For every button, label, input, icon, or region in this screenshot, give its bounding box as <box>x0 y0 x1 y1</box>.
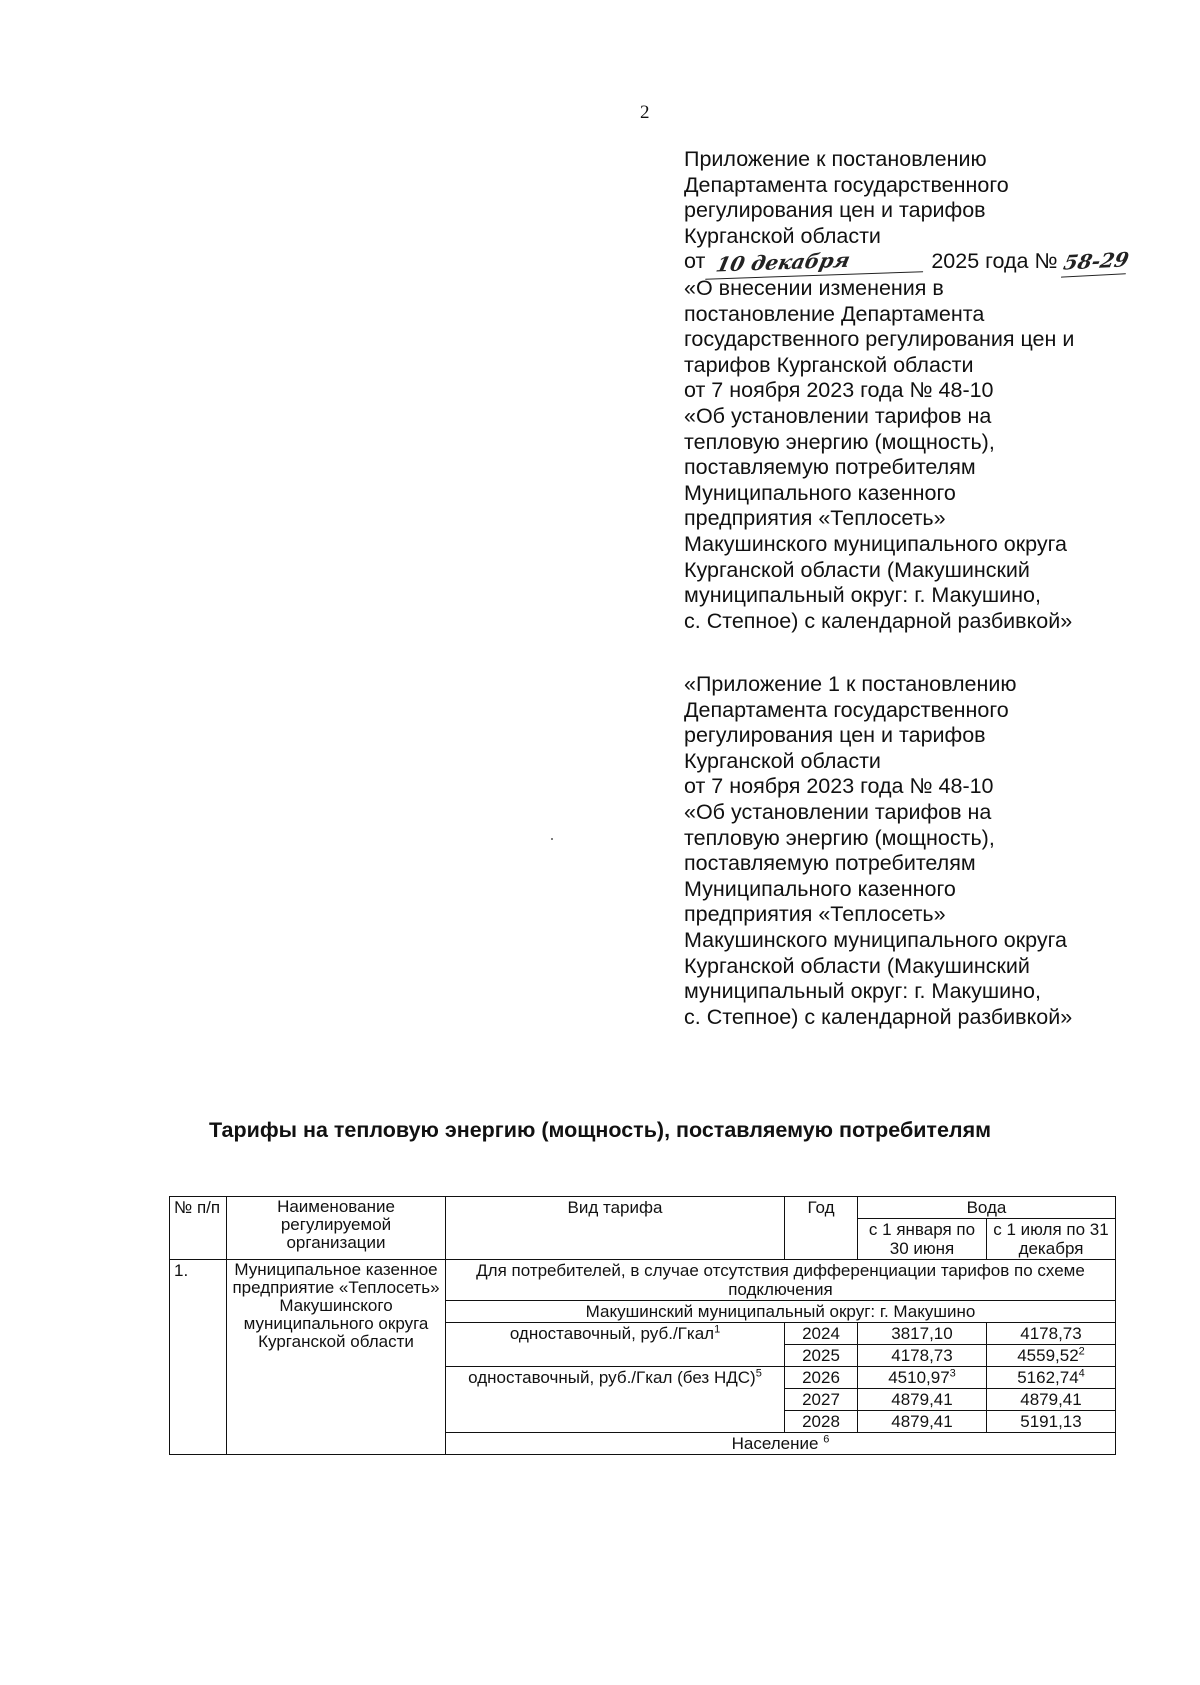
appendix-line: с. Степное) с календарной разбивкой» <box>684 608 1073 633</box>
footnote-mark: 4 <box>1078 1367 1085 1380</box>
appendix-line: поставляемую потребителям <box>684 455 976 480</box>
value-cell <box>858 1411 987 1433</box>
appendix-line: Курганской области (Макушинский <box>684 557 1030 582</box>
population-label: Население <box>731 1434 819 1453</box>
tariff-no-vat: одноставочный, руб./Гкал (без НДС) <box>468 1368 756 1387</box>
value: 4879,41 <box>891 1390 953 1409</box>
quote-line: Муниципального казенного <box>684 876 956 901</box>
appendix-line: «Об установлении тарифов на <box>684 403 992 428</box>
quote-line: муниципальный округ: г. Макушино, <box>684 979 1041 1004</box>
page-number: 2 <box>640 102 650 123</box>
header-year: Год <box>785 1197 858 1260</box>
value: 4178,73 <box>891 1346 953 1365</box>
quote-line: тепловую энергию (мощность), <box>684 825 995 850</box>
header-half1: с 1 января по 30 июня <box>858 1219 987 1260</box>
quote-line: Макушинского муниципального округа <box>684 927 1067 952</box>
document-title: Тарифы на тепловую энергию (мощность), поставляемую потребителям <box>208 1118 992 1142</box>
quote-line: Департамента государственного <box>684 697 1009 722</box>
section-consumers: Для потребителей, в случае отсутствия дифференциации тарифов по схеме подключения <box>446 1260 1116 1301</box>
date-prefix: от <box>684 249 706 274</box>
value: 4879,41 <box>1020 1390 1082 1409</box>
quote-line: с. Степное) с календарной разбивкой» <box>684 1004 1073 1029</box>
year-cell: 2027 <box>785 1389 858 1411</box>
header-org: Наименование регулируемой организации <box>227 1197 446 1260</box>
footnote-mark: 6 <box>823 1433 830 1446</box>
value-cell <box>987 1389 1116 1411</box>
date-line <box>684 249 1184 276</box>
footnote-mark: 3 <box>949 1367 956 1380</box>
appendix-line: регулирования цен и тарифов <box>684 198 986 223</box>
section-population <box>446 1433 1116 1455</box>
value-cell <box>987 1367 1116 1389</box>
appendix-line: Макушинского муниципального округа <box>684 531 1067 556</box>
value: 3817,10 <box>891 1324 953 1343</box>
quote-line: «Об установлении тарифов на <box>684 799 992 824</box>
value-cell <box>858 1367 987 1389</box>
organization-name: Муниципальное казенное предприятие «Теплосеть» Макушинского муниципального округа Курганской области <box>227 1260 446 1455</box>
appendix-line: постановление Департамента <box>684 301 985 326</box>
appendix-line: предприятия «Теплосеть» <box>684 506 946 531</box>
row-number: 1. <box>170 1260 227 1455</box>
year-cell: 2028 <box>785 1411 858 1433</box>
tariff-single: одноставочный, руб./Гкал <box>509 1324 715 1343</box>
appendix-header <box>684 147 1184 634</box>
table-row <box>170 1260 1116 1301</box>
value-cell <box>987 1323 1116 1345</box>
quote-line: от 7 ноября 2023 года № 48-10 <box>684 774 994 799</box>
footnote-mark: 1 <box>714 1323 721 1336</box>
quote-line: «Приложение 1 к постановлению <box>684 672 1017 696</box>
quote-line: Курганской области <box>684 748 881 773</box>
appendix-line: «О внесении изменения в <box>684 275 944 300</box>
value: 4879,41 <box>891 1412 953 1431</box>
appendix-line: тарифов Курганской области <box>684 352 974 377</box>
value-cell <box>858 1389 987 1411</box>
appendix-line: муниципальный округ: г. Макушино, <box>684 583 1041 608</box>
footnote-mark: 5 <box>755 1367 762 1380</box>
table-header-row <box>170 1197 1116 1219</box>
appendix-line: государственного регулирования цен и <box>684 327 1075 352</box>
header-tariff-type: Вид тарифа <box>446 1197 785 1260</box>
value: 4559,52 <box>1017 1346 1079 1365</box>
handwritten-date: 10 декабря <box>706 246 929 280</box>
value-cell <box>858 1345 987 1367</box>
quote-line: регулирования цен и тарифов <box>684 723 986 748</box>
header-half2: с 1 июля по 31 декабря <box>987 1219 1116 1260</box>
tariff-type-cell <box>446 1323 785 1367</box>
value-cell <box>987 1345 1116 1367</box>
year-cell: 2025 <box>785 1345 858 1367</box>
value: 5191,13 <box>1020 1412 1082 1431</box>
value: 4178,73 <box>1020 1324 1082 1343</box>
handwritten-number: 58-29 <box>1061 248 1131 278</box>
footnote-mark: 2 <box>1078 1345 1085 1358</box>
value-cell <box>858 1323 987 1345</box>
quote-line: предприятия «Теплосеть» <box>684 902 946 927</box>
tariffs-table <box>169 1196 1116 1455</box>
header-num: № п/п <box>170 1197 227 1260</box>
year-cell: 2026 <box>785 1367 858 1389</box>
appendix-line: Муниципального казенного <box>684 480 956 505</box>
appendix-quote <box>684 672 1184 1030</box>
appendix-line: Приложение к постановлению <box>684 147 987 171</box>
quote-line: поставляемую потребителям <box>684 851 976 876</box>
value: 5162,74 <box>1017 1368 1079 1387</box>
appendix-line: Курганской области <box>684 223 881 248</box>
tariff-type-cell <box>446 1367 785 1433</box>
appendix-line: Департамента государственного <box>684 172 1009 197</box>
appendix-line: от 7 ноября 2023 года № 48-10 <box>684 378 994 403</box>
value: 4510,97 <box>888 1368 950 1387</box>
appendix-line: тепловую энергию (мощность), <box>684 429 995 454</box>
section-location: Макушинский муниципальный округ: г. Макушино <box>446 1301 1116 1323</box>
year-cell: 2024 <box>785 1323 858 1345</box>
scan-speck <box>551 838 553 840</box>
year-part: 2025 года № <box>931 249 1058 274</box>
quote-line: Курганской области (Макушинский <box>684 953 1030 978</box>
value-cell <box>987 1411 1116 1433</box>
header-water: Вода <box>858 1197 1116 1219</box>
